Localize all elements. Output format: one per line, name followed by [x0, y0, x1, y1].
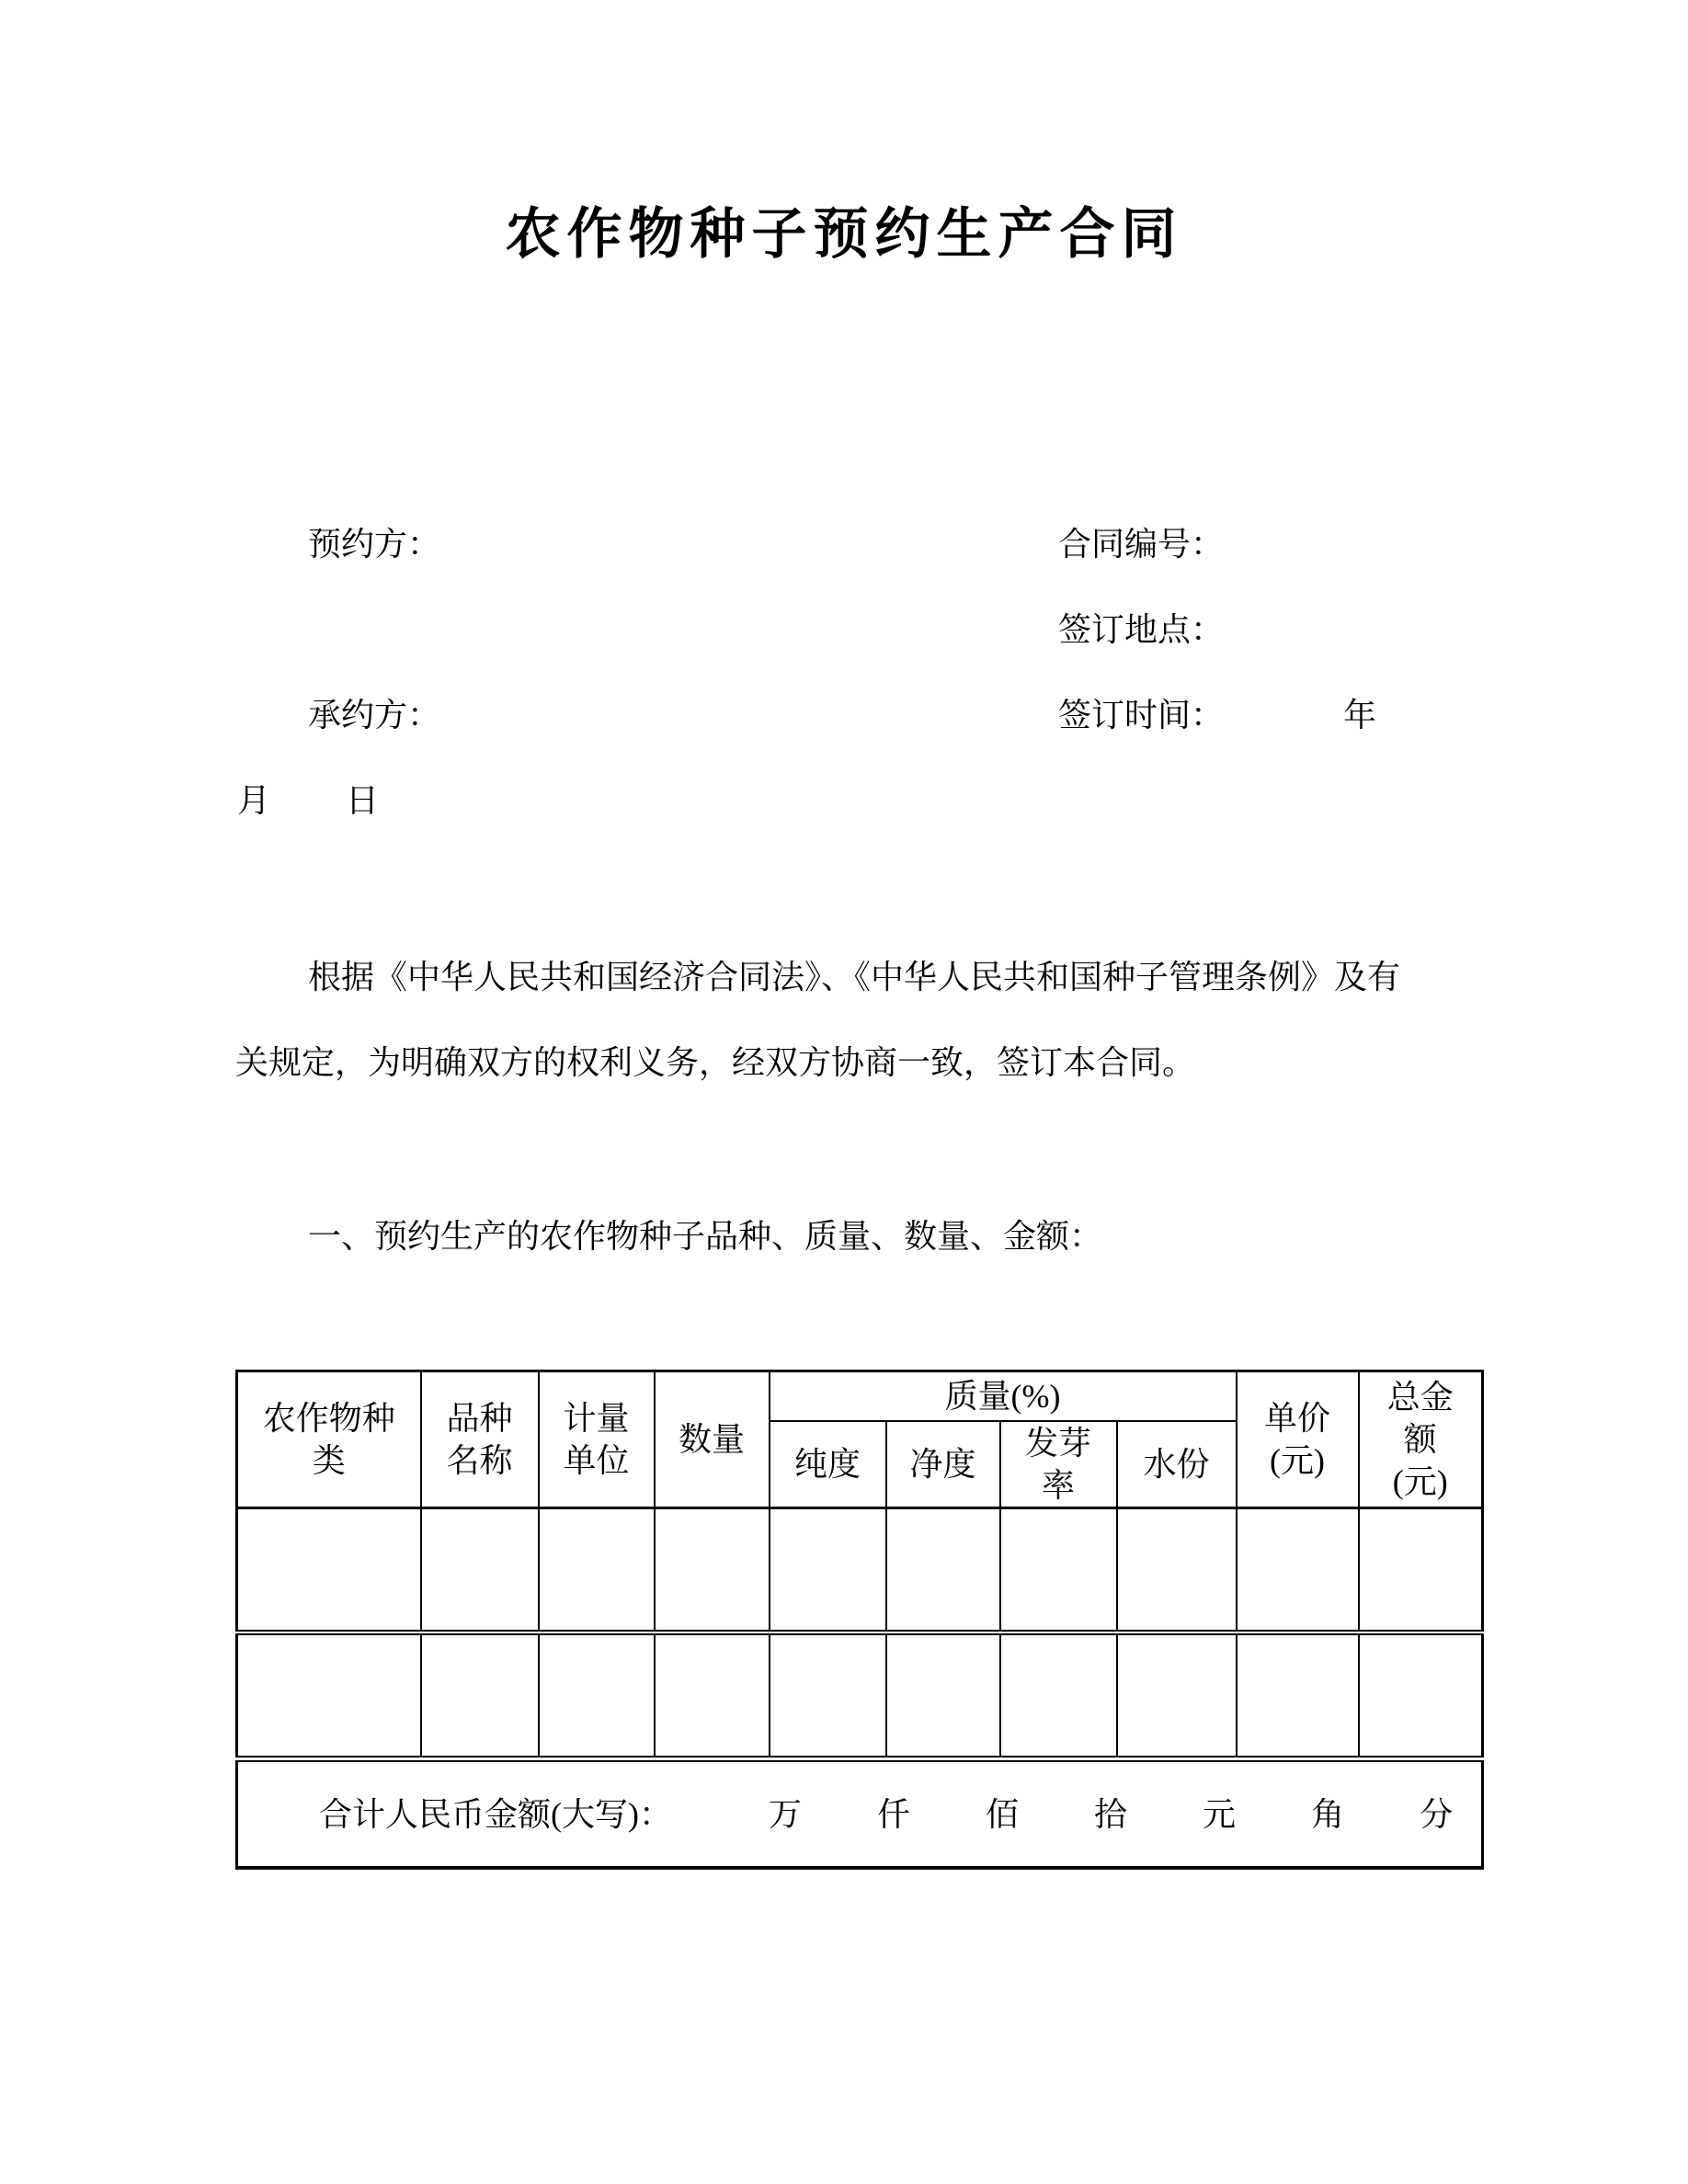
intro-paragraph-line-1: 根据《中华人民共和国经济合同法》、《中华人民共和国种子管理条例》及有	[308, 959, 1401, 995]
intro-paragraph-line-2: 关规定，为明确双方的权利义务，经双方协商一致，签订本合同。	[235, 1044, 1196, 1081]
total-amount-cell	[237, 1759, 1483, 1869]
table-empty-cell	[655, 1508, 770, 1633]
table-empty-cell	[421, 1508, 539, 1633]
table-empty-cell	[655, 1632, 770, 1759]
col-header-purity: 纯度	[770, 1421, 886, 1508]
col-header-total-amount: 总金 额 (元)	[1359, 1371, 1483, 1508]
party-a-label: 预约方：	[308, 526, 441, 563]
month-day-line	[237, 780, 379, 821]
table-empty-cell	[1117, 1632, 1237, 1759]
unit-wan: 万	[768, 1795, 802, 1833]
table-empty-cell	[1000, 1508, 1117, 1633]
table-empty-cell	[1359, 1508, 1483, 1633]
table-total-row	[237, 1759, 1483, 1869]
table-empty-cell	[539, 1508, 655, 1633]
sign-time-line	[1058, 695, 1376, 735]
unit-yuan: 元	[1203, 1795, 1237, 1833]
seed-order-table	[235, 1370, 1484, 1870]
col-header-crop-type: 农作物种 类	[237, 1371, 421, 1508]
month-label: 月	[237, 782, 271, 819]
table-row-2	[237, 1632, 1483, 1759]
party-b-label: 承约方：	[308, 697, 441, 734]
total-amount-label: 合计人民币金额(大写)：	[319, 1795, 672, 1833]
col-header-quantity: 数量	[655, 1371, 770, 1508]
col-header-moisture: 水份	[1117, 1421, 1237, 1508]
table-row-1	[237, 1508, 1483, 1633]
table-empty-cell	[1359, 1632, 1483, 1759]
table-empty-cell	[237, 1632, 421, 1759]
document-title: 农作物种子预约生产合同	[505, 203, 1183, 265]
unit-qian: 仟	[877, 1795, 911, 1833]
col-header-unit-price: 单价 (元)	[1237, 1371, 1359, 1508]
col-header-germination: 发芽 率	[1000, 1421, 1117, 1508]
sign-time-label: 签订时间：	[1058, 697, 1225, 734]
table-empty-cell	[770, 1632, 886, 1759]
col-header-measure-unit: 计量 单位	[539, 1371, 655, 1508]
table-empty-cell	[886, 1632, 1000, 1759]
table-empty-cell	[237, 1508, 421, 1633]
total-amount-line	[238, 1793, 1481, 1836]
col-header-cleanliness: 净度	[886, 1421, 1000, 1508]
contract-no-label: 合同编号：	[1058, 526, 1225, 563]
year-label: 年	[1343, 697, 1377, 734]
col-header-variety-name: 品种 名称	[421, 1371, 539, 1508]
table-empty-cell	[886, 1508, 1000, 1633]
unit-jiao: 角	[1311, 1795, 1345, 1833]
unit-fen: 分	[1420, 1795, 1454, 1833]
section-one-heading: 一、预约生产的农作物种子品种、质量、数量、金额：	[308, 1218, 1103, 1255]
table-empty-cell	[770, 1508, 886, 1633]
table-empty-cell	[1117, 1508, 1237, 1633]
col-header-quality-group: 质量(%)	[770, 1371, 1237, 1422]
day-label: 日	[346, 782, 380, 819]
table-empty-cell	[1000, 1632, 1117, 1759]
table-empty-cell	[1237, 1508, 1359, 1633]
table-empty-cell	[539, 1632, 655, 1759]
sign-place-label: 签订地点：	[1058, 611, 1225, 648]
unit-bai: 佰	[986, 1795, 1020, 1833]
table-empty-cell	[1237, 1632, 1359, 1759]
table-empty-cell	[421, 1632, 539, 1759]
unit-shi: 拾	[1094, 1795, 1128, 1833]
